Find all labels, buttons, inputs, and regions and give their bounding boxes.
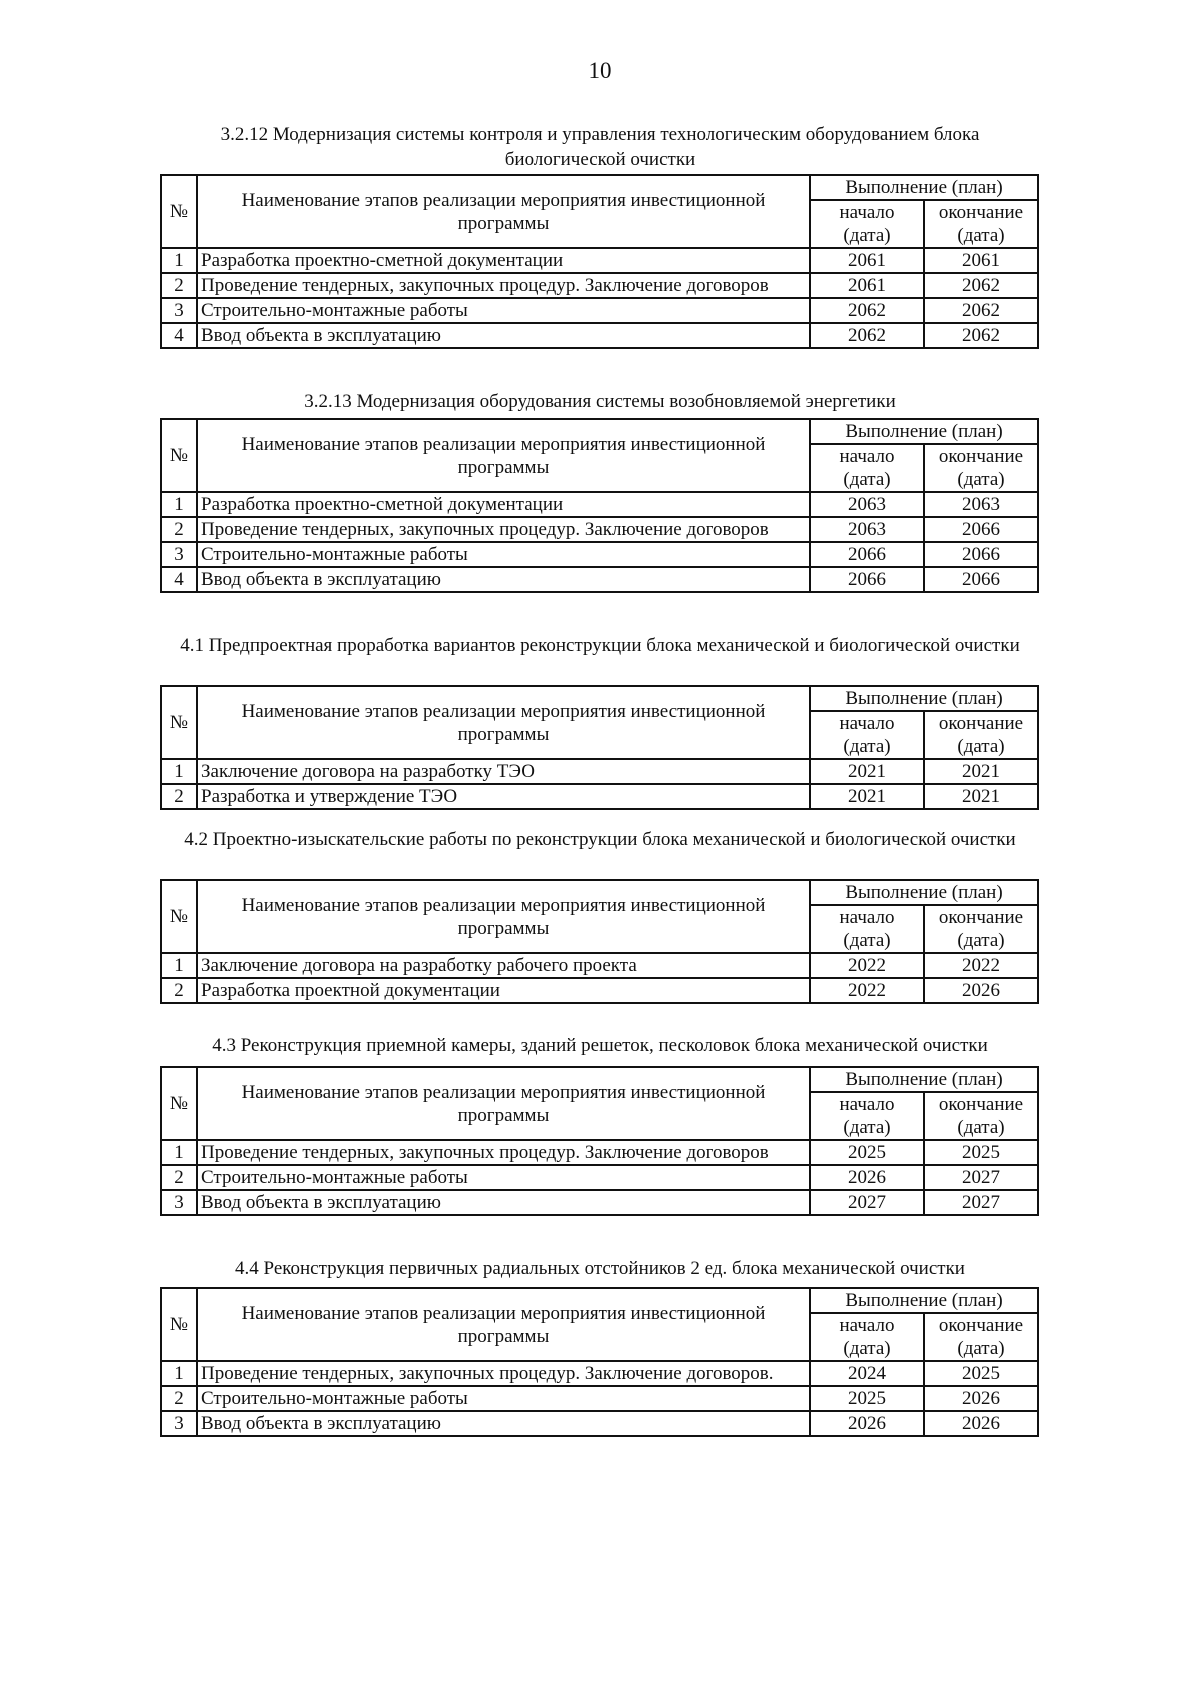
section-title-4-3: 4.3 Реконструкция приемной камеры, зданий решеток, песколовок блока механической очистки <box>212 1035 988 1056</box>
table-row <box>161 248 1038 273</box>
row-name: Заключение договора на разработку ТЭО <box>197 759 810 784</box>
row-end: 2062 <box>924 273 1038 298</box>
table-header-row <box>161 880 1038 905</box>
header-num: № <box>161 175 197 248</box>
table-row <box>161 517 1038 542</box>
row-start: 2062 <box>810 323 924 348</box>
table-header-row <box>161 419 1038 444</box>
row-name: Ввод объекта в эксплуатацию <box>197 1411 810 1436</box>
header-name: Наименование этапов реализации мероприятия инвестиционной программы <box>197 880 810 953</box>
row-end: 2026 <box>924 978 1038 1003</box>
row-end: 2021 <box>924 759 1038 784</box>
header-execution: Выполнение (план) <box>810 1067 1038 1092</box>
header-end: окончание (дата) <box>924 200 1038 248</box>
row-name: Ввод объекта в эксплуатацию <box>197 567 810 592</box>
row-start: 2026 <box>810 1165 924 1190</box>
row-number: 3 <box>161 1190 197 1215</box>
header-num: № <box>161 1067 197 1140</box>
header-execution: Выполнение (план) <box>810 1288 1038 1313</box>
header-start: начало (дата) <box>810 1092 924 1140</box>
row-end: 2025 <box>924 1361 1038 1386</box>
row-start: 2021 <box>810 784 924 809</box>
row-start: 2062 <box>810 298 924 323</box>
row-end: 2066 <box>924 567 1038 592</box>
row-number: 4 <box>161 567 197 592</box>
row-name: Ввод объекта в эксплуатацию <box>197 1190 810 1215</box>
section-title-3-2-12: 3.2.12 Модернизация системы контроля и управления технологическим оборудованием блока биологической очистки <box>220 124 980 170</box>
row-name: Строительно-монтажные работы <box>197 298 810 323</box>
row-number: 1 <box>161 1361 197 1386</box>
row-start: 2025 <box>810 1140 924 1165</box>
row-end: 2025 <box>924 1140 1038 1165</box>
row-name: Строительно-монтажные работы <box>197 1386 810 1411</box>
row-number: 2 <box>161 784 197 809</box>
row-number: 1 <box>161 248 197 273</box>
header-name: Наименование этапов реализации мероприятия инвестиционной программы <box>197 175 810 248</box>
table-header-row <box>161 1067 1038 1092</box>
row-number: 1 <box>161 1140 197 1165</box>
row-start: 2026 <box>810 1411 924 1436</box>
row-end: 2026 <box>924 1411 1038 1436</box>
section-title-4-1: 4.1 Предпроектная проработка вариантов реконструкции блока механической и биологической очистки <box>180 635 1020 656</box>
row-number: 1 <box>161 492 197 517</box>
table-header-row <box>161 1288 1038 1313</box>
header-num: № <box>161 419 197 492</box>
row-end: 2066 <box>924 517 1038 542</box>
header-num: № <box>161 686 197 759</box>
plan-table-3-2-13 <box>160 418 1039 593</box>
row-end: 2062 <box>924 323 1038 348</box>
row-start: 2025 <box>810 1386 924 1411</box>
header-name: Наименование этапов реализации мероприятия инвестиционной программы <box>197 1067 810 1140</box>
header-execution: Выполнение (план) <box>810 880 1038 905</box>
section-title-4-2: 4.2 Проектно-изыскательские работы по реконструкции блока механической и биологической очистки <box>184 829 1016 850</box>
table-row <box>161 784 1038 809</box>
row-name: Разработка проектно-сметной документации <box>197 248 810 273</box>
row-end: 2027 <box>924 1190 1038 1215</box>
row-start: 2066 <box>810 567 924 592</box>
table-row <box>161 542 1038 567</box>
header-start: начало (дата) <box>810 711 924 759</box>
header-end: окончание (дата) <box>924 444 1038 492</box>
plan-table-4-2 <box>160 879 1039 1004</box>
table-row <box>161 978 1038 1003</box>
plan-table-4-4 <box>160 1287 1039 1437</box>
row-name: Проведение тендерных, закупочных процедур. Заключение договоров <box>197 273 810 298</box>
row-start: 2024 <box>810 1361 924 1386</box>
header-num: № <box>161 880 197 953</box>
table-row <box>161 492 1038 517</box>
row-number: 3 <box>161 1411 197 1436</box>
table-row <box>161 1165 1038 1190</box>
table-row <box>161 1411 1038 1436</box>
row-name: Разработка проектной документации <box>197 978 810 1003</box>
row-end: 2063 <box>924 492 1038 517</box>
row-name: Строительно-монтажные работы <box>197 542 810 567</box>
row-name: Проведение тендерных, закупочных процедур. Заключение договоров. <box>197 1361 810 1386</box>
header-name: Наименование этапов реализации мероприятия инвестиционной программы <box>197 1288 810 1361</box>
plan-table-4-1 <box>160 685 1039 810</box>
page-number: 10 <box>588 58 612 83</box>
row-start: 2066 <box>810 542 924 567</box>
row-name: Строительно-монтажные работы <box>197 1165 810 1190</box>
table-header-row <box>161 686 1038 711</box>
header-execution: Выполнение (план) <box>810 419 1038 444</box>
row-number: 3 <box>161 298 197 323</box>
table-row <box>161 1190 1038 1215</box>
row-number: 1 <box>161 759 197 784</box>
row-number: 2 <box>161 517 197 542</box>
header-name: Наименование этапов реализации мероприятия инвестиционной программы <box>197 419 810 492</box>
table-row <box>161 759 1038 784</box>
row-end: 2021 <box>924 784 1038 809</box>
row-start: 2022 <box>810 978 924 1003</box>
row-number: 2 <box>161 1165 197 1190</box>
header-execution: Выполнение (план) <box>810 686 1038 711</box>
table-row <box>161 323 1038 348</box>
row-name: Разработка проектно-сметной документации <box>197 492 810 517</box>
header-num: № <box>161 1288 197 1361</box>
row-name: Ввод объекта в эксплуатацию <box>197 323 810 348</box>
header-end: окончание (дата) <box>924 905 1038 953</box>
row-start: 2063 <box>810 492 924 517</box>
header-start: начало (дата) <box>810 905 924 953</box>
row-end: 2022 <box>924 953 1038 978</box>
table-row <box>161 1361 1038 1386</box>
row-end: 2027 <box>924 1165 1038 1190</box>
row-number: 2 <box>161 1386 197 1411</box>
row-name: Проведение тендерных, закупочных процедур. Заключение договоров <box>197 517 810 542</box>
plan-table-3-2-12 <box>160 174 1039 349</box>
row-start: 2027 <box>810 1190 924 1215</box>
row-number: 4 <box>161 323 197 348</box>
row-end: 2061 <box>924 248 1038 273</box>
section-title-3-2-13: 3.2.13 Модернизация оборудования системы возобновляемой энергетики <box>304 391 896 412</box>
table-header-row <box>161 175 1038 200</box>
table-row <box>161 298 1038 323</box>
row-name: Заключение договора на разработку рабочего проекта <box>197 953 810 978</box>
header-end: окончание (дата) <box>924 1092 1038 1140</box>
row-start: 2061 <box>810 248 924 273</box>
row-start: 2022 <box>810 953 924 978</box>
row-number: 1 <box>161 953 197 978</box>
table-row <box>161 273 1038 298</box>
plan-table-4-3 <box>160 1066 1039 1216</box>
row-end: 2062 <box>924 298 1038 323</box>
table-row <box>161 1140 1038 1165</box>
header-name: Наименование этапов реализации мероприятия инвестиционной программы <box>197 686 810 759</box>
header-end: окончание (дата) <box>924 711 1038 759</box>
row-name: Разработка и утверждение ТЭО <box>197 784 810 809</box>
header-start: начало (дата) <box>810 444 924 492</box>
row-name: Проведение тендерных, закупочных процедур. Заключение договоров <box>197 1140 810 1165</box>
table-row <box>161 1386 1038 1411</box>
table-row <box>161 567 1038 592</box>
table-row <box>161 953 1038 978</box>
row-end: 2066 <box>924 542 1038 567</box>
row-number: 3 <box>161 542 197 567</box>
row-start: 2063 <box>810 517 924 542</box>
section-title-4-4: 4.4 Реконструкция первичных радиальных отстойников 2 ед. блока механической очистки <box>235 1258 965 1279</box>
header-execution: Выполнение (план) <box>810 175 1038 200</box>
row-start: 2061 <box>810 273 924 298</box>
row-number: 2 <box>161 978 197 1003</box>
row-number: 2 <box>161 273 197 298</box>
header-start: начало (дата) <box>810 1313 924 1361</box>
row-end: 2026 <box>924 1386 1038 1411</box>
header-start: начало (дата) <box>810 200 924 248</box>
row-start: 2021 <box>810 759 924 784</box>
header-end: окончание (дата) <box>924 1313 1038 1361</box>
